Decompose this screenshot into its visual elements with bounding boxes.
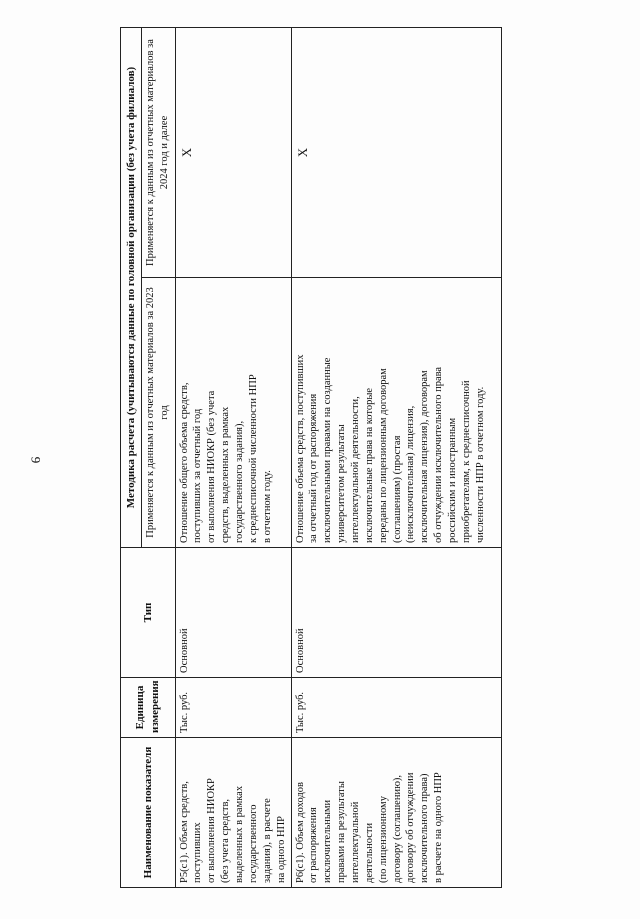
header-name: Наименование показателя bbox=[121, 738, 176, 888]
row-type: Основной bbox=[175, 548, 291, 678]
table-row bbox=[291, 27, 502, 887]
row-method-2023: Отношение объема средств, поступивших за отчетный год от распоряжения исключительными правами на созданные университетом результаты интеллектуальной деятельности, исключительные права на которые переданы по лицензионным договорам (соглашениям) (простая (неисключительная) лицензия, исключительная лицензия), договорам об отчуждении исключительного права российским и иностранным приобретателям, к среднесписочной численности НПР в отчетном году. bbox=[291, 278, 502, 548]
row-type: Основной bbox=[291, 548, 502, 678]
header-unit: Единица измерения bbox=[121, 678, 176, 738]
row-name: Р6(с1). Объем доходов от распоряжения исключительными правами на результаты интеллектуальной деятельности (по лицензионному договору (соглашению), договору об отчуждении исключительного права) в расчете на одного НПР bbox=[291, 738, 502, 888]
row-unit: Тыс. руб. bbox=[291, 678, 502, 738]
page-number: 9 bbox=[28, 456, 44, 464]
header-method: Методика расчета (учитываются данные по головной организации (без учета филиалов) bbox=[121, 27, 142, 547]
header-method-2024: Применяется к данным из отчетных материалов за 2024 год и далее bbox=[141, 27, 175, 277]
row-unit: Тыс. руб. bbox=[175, 678, 291, 738]
header-row bbox=[121, 27, 142, 887]
row-name: Р5(с1). Объем средств, поступивших от выполнения НИОКР (без учета средств, выделенных в рамках государственного задания), в расчете на одного НПР bbox=[175, 738, 291, 888]
rotated-table-wrapper bbox=[120, 28, 502, 888]
table-row bbox=[175, 27, 291, 887]
row-method-2024: X bbox=[291, 27, 502, 277]
row-method-2024: X bbox=[175, 27, 291, 277]
header-type: Тип bbox=[121, 548, 176, 678]
row-method-2023: Отношение общего объема средств, поступивших за отчетный год от выполнения НИОКР (без учета средств, выделенных в рамках государственного задания), к среднесписочной численности НПР в отчетном году. bbox=[175, 278, 291, 548]
indicators-table bbox=[120, 27, 502, 888]
header-method-2023: Применяется к данным из отчетных материалов за 2023 год bbox=[141, 278, 175, 548]
